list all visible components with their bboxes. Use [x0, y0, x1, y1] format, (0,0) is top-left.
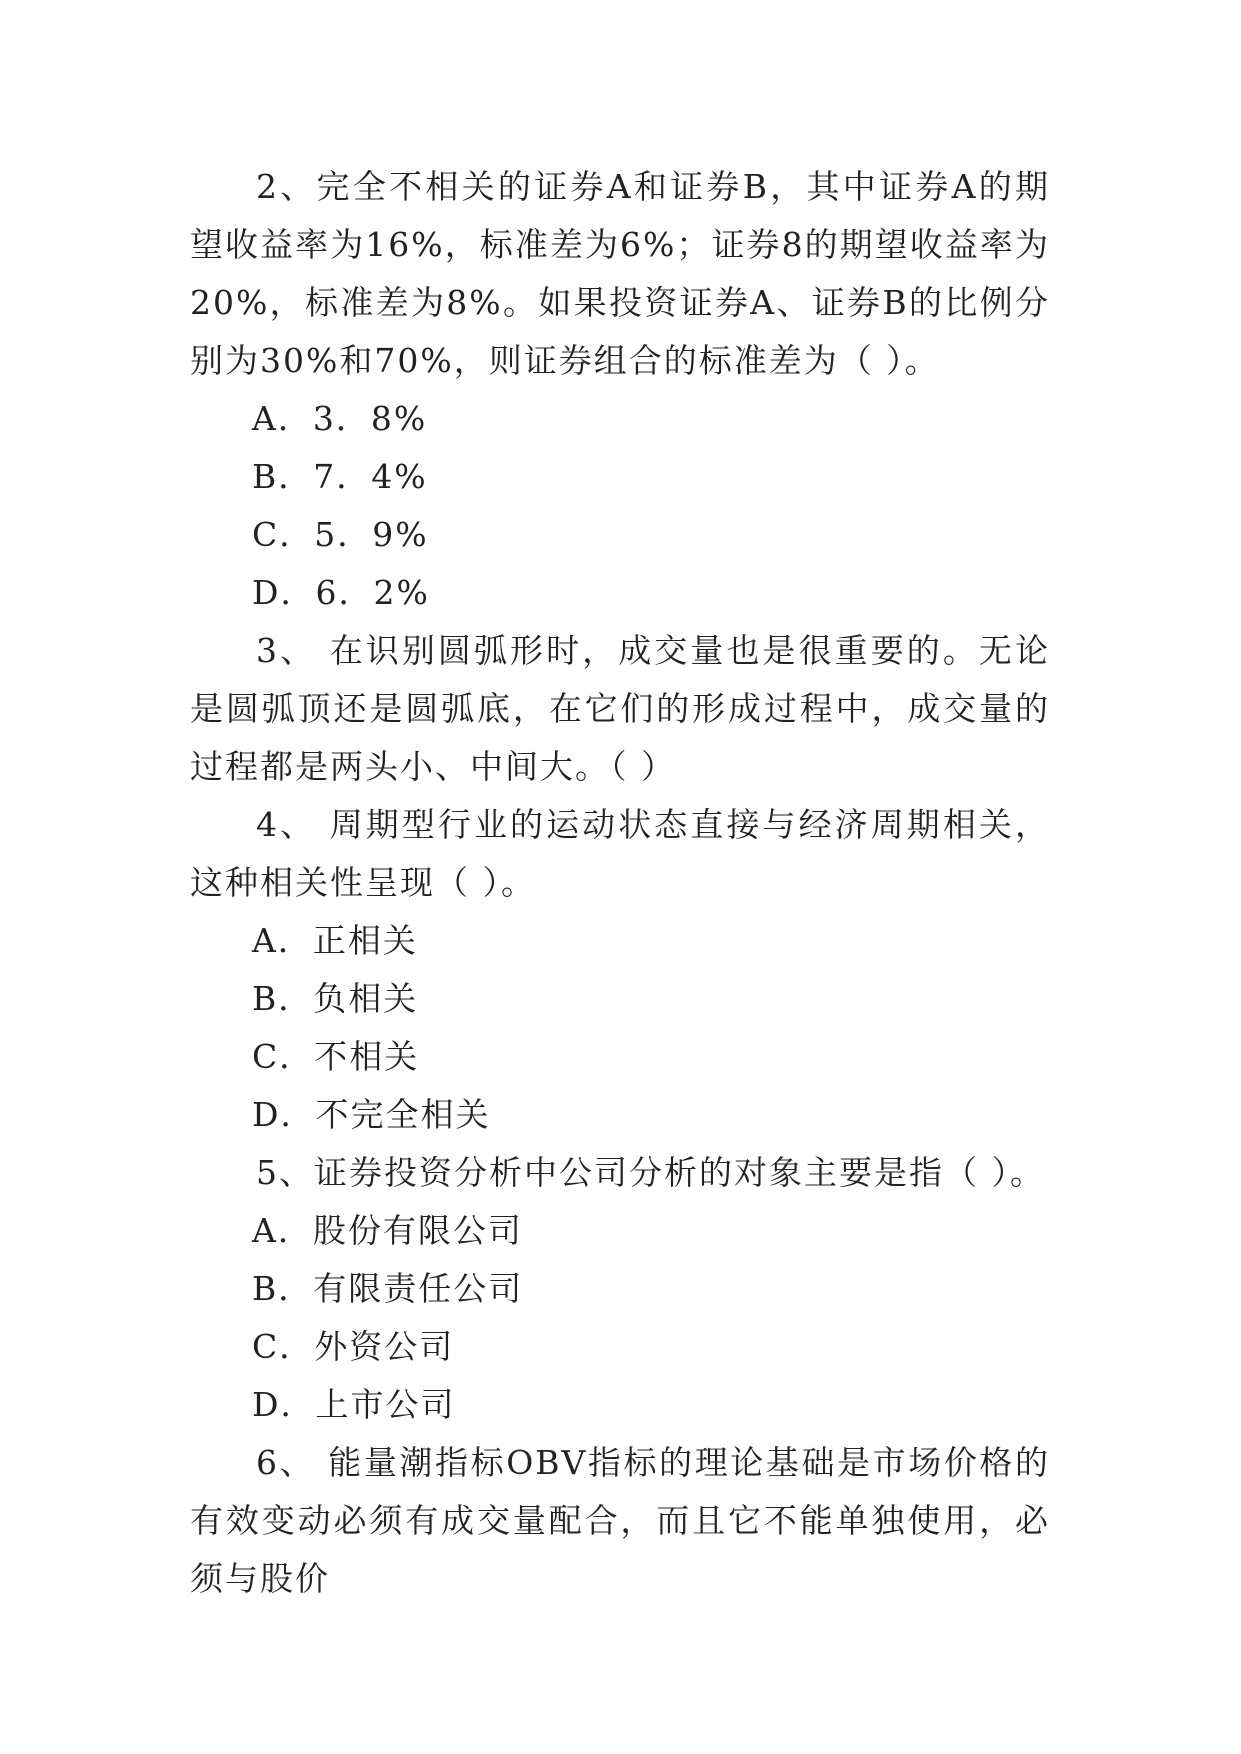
question-4-option-c: C．不相关: [252, 1037, 420, 1076]
question-4-option-a: A．正相关: [252, 921, 418, 960]
question-5-stem: 5、证券投资分析中公司分析的对象主要是指（ ）。: [256, 1153, 1045, 1192]
question-4-option-b: B．负相关: [252, 979, 419, 1018]
question-2-option-b: B．7．4%: [252, 457, 428, 496]
document-body: [190, 158, 1050, 1608]
question-5-option-a: A．股份有限公司: [252, 1211, 523, 1250]
question-3-stem: 3、 在识别圆弧形时，成交量也是很重要的。无论是圆弧顶还是圆弧底，在它们的形成过程中，成交量的过程都是两头小、中间大。（ ）: [190, 631, 1050, 786]
question-2-option-c: C．5．9%: [252, 515, 429, 554]
question-4-stem: 4、 周期型行业的运动状态直接与经济周期相关，这种相关性呈现（ ）。: [190, 805, 1050, 902]
question-2-option-a: A．3．8%: [252, 399, 428, 438]
question-6-stem: 6、 能量潮指标OBV指标的理论基础是市场价格的有效变动必须有成交量配合，而且它不能单独使用，必须与股价: [190, 1443, 1050, 1598]
question-5-option-d: D．上市公司: [252, 1385, 456, 1424]
question-2-option-d: D．6．2%: [252, 573, 430, 612]
question-2-stem: 2、完全不相关的证券A和证券B，其中证券A的期望收益率为16%，标准差为6%；证券8的期望收益率为20%，标准差为8%。如果投资证券A、证券B的比例分别为30%和70%，则证券组合的标准差为（ ）。: [190, 167, 1050, 380]
question-5-option-b: B．有限责任公司: [252, 1269, 524, 1308]
question-5-option-c: C．外资公司: [252, 1327, 455, 1366]
question-4-option-d: D．不完全相关: [252, 1095, 491, 1134]
